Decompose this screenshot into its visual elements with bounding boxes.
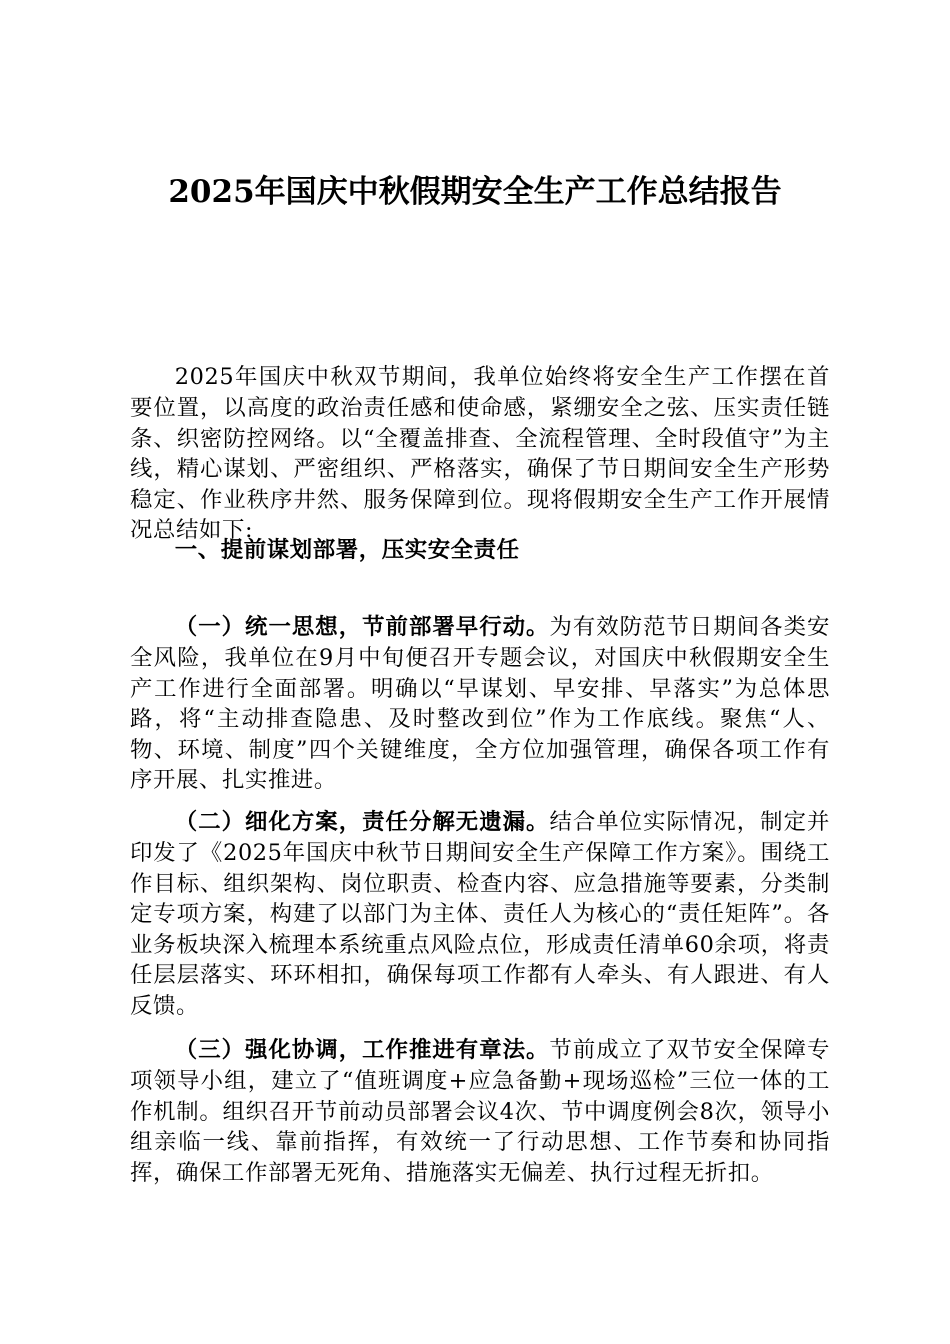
paragraph-item-1 [130, 612, 830, 796]
paragraph-lead: （二）细化方案，责任分解无遗漏。 [174, 809, 550, 836]
paragraph-lead: （一）统一思想，节前部署早行动。 [174, 614, 550, 641]
paragraph-text: 结合单位实际情况，制定并印发了《2025年国庆中秋节日期间安全生产保障工作方案》。围绕工作目标、组织架构、岗位职责、检查内容、应急措施等要素，分类制定专项方案，构建了以部门为主体、责任人为核心的“责任矩阵”。各业务板块深入梳理本系统重点风险点位，形成责任清单60余项，将责任层层落实、环环相扣，确保每项工作都有人牵头、有人跟进、有人反馈。 [130, 809, 830, 1019]
paragraph-text: 节前成立了双节安全保障专项领导小组，建立了“值班调度+应急备勤+现场巡检”三位一体的工作机制。组织召开节前动员部署会议4次、节中调度例会8次，领导小组亲临一线、靠前指挥，有效统一了行动思想、工作节奏和协同指挥，确保工作部署无死角、措施落实无偏差、执行过程无折扣。 [130, 1037, 830, 1186]
section-heading: 一、提前谋划部署，压实安全责任 [174, 537, 520, 563]
paragraph-text: 为有效防范节日期间各类安全风险，我单位在9月中旬便召开专题会议，对国庆中秋假期安全生产工作进行全面部署。明确以“早谋划、早安排、早落实”为总体思路，将“主动排查隐患、及时整改到位”作为工作底线。聚焦“人、物、环境、制度”四个关键维度，全方位加强管理，确保各项工作有序开展、扎实推进。 [130, 614, 830, 794]
paragraph-lead: （三）强化协调，工作推进有章法。 [174, 1037, 550, 1064]
paragraph-item-3 [130, 1035, 830, 1188]
document-title: 2025年国庆中秋假期安全生产工作总结报告 [168, 174, 782, 210]
intro-paragraph: 2025年国庆中秋双节期间，我单位始终将安全生产工作摆在首要位置，以高度的政治责任感和使命感，紧绷安全之弦、压实责任链条、织密防控网络。以“全覆盖排查、全流程管理、全时段值守”为主线，精心谋划、严密组织、严格落实，确保了节日期间安全生产形势稳定、作业秩序井然、服务保障到位。现将假期安全生产工作开展情况总结如下: [130, 364, 830, 544]
paragraph-item-2 [130, 807, 830, 1021]
